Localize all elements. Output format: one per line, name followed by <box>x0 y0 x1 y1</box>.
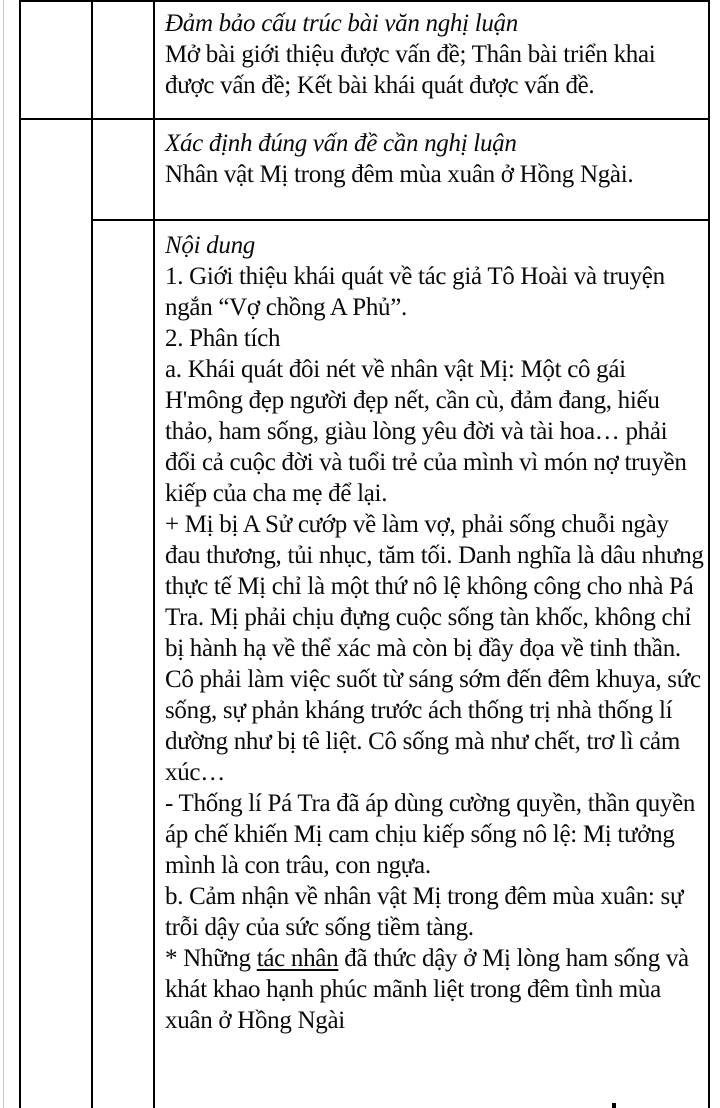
left-empty-cell <box>21 221 93 1108</box>
paragraph-prefix-text: * Những <box>165 945 257 972</box>
middle-empty-cell <box>93 120 155 221</box>
table-row-topic-criterion <box>21 120 708 221</box>
content-cell <box>155 2 708 120</box>
content-cell <box>155 120 708 221</box>
content-cell <box>155 221 708 1108</box>
underlined-phrase: tác nhân <box>256 945 339 972</box>
left-empty-cell <box>21 120 93 221</box>
table-row-content-criterion <box>21 221 708 1108</box>
content-paragraph-analysis-header: 2. Phân tích <box>165 325 281 352</box>
content-paragraph-overview-mi: a. Khái quát đôi nét về nhân vật Mị: Một cô gái H'mông đẹp người đẹp nết, cần cù, đảm đang, hiếu thảo, ham sống, giàu lòng yêu đời và tài hoa… phải đổi cả cuộc đời và tuổi trẻ của mình vì món nợ truyền kiếp của cha mẹ để lại. <box>165 356 687 507</box>
table-row-structure-criterion <box>21 2 708 120</box>
content-paragraph: Mở bài giới thiệu được vấn đề; Thân bài triển khai được vấn đề; Kết bài khái quát được vấn đề. <box>165 41 656 99</box>
criterion-heading: Xác định đúng vấn đề cần nghị luận <box>165 130 517 157</box>
criterion-heading: Đảm bảo cấu trúc bài văn nghị luận <box>165 10 518 37</box>
content-paragraph: Nhân vật Mị trong đêm mùa xuân ở Hồng Ngài. <box>165 161 634 188</box>
middle-empty-cell <box>93 221 155 1108</box>
paragraph-suffix-text: đã thức dậy ở Mị lòng ham sống và khát khao hạnh phúc mãnh liệt trong đêm tình mùa xuân ở Hồng Ngài <box>165 945 689 1034</box>
criterion-heading: Nội dung <box>165 232 255 259</box>
content-paragraph-awakening-factors <box>165 943 704 1036</box>
middle-empty-cell <box>93 2 155 120</box>
left-empty-cell <box>21 2 93 120</box>
content-paragraph-pa-tra-oppression: - Thống lí Pá Tra đã áp dùng cường quyền, thần quyền áp chế khiến Mị cam chịu kiếp sống nô lệ: Mị tưởng mình là con trâu, con ngựa. <box>165 790 696 879</box>
page-scan-edge-line <box>3 0 4 1108</box>
content-paragraph-intro-author: 1. Giới thiệu khái quát về tác giả Tô Hoài và truyện ngắn “Vợ chồng A Phủ”. <box>165 263 665 321</box>
next-line-cutoff-artifact <box>612 1103 616 1108</box>
content-paragraph-spring-night-feeling: b. Cảm nhận về nhân vật Mị trong đêm mùa xuân: sự trỗi dậy của sức sống tiềm tàng. <box>165 883 684 941</box>
rubric-table <box>19 0 710 1108</box>
content-paragraph-mi-slavery: + Mị bị A Sử cướp về làm vợ, phải sống chuỗi ngày đau thương, tủi nhục, tăm tối. Danh nghĩa là dâu nhưng thực tế Mị chỉ là một thứ nô lệ không công cho nhà Pá Tra. Mị phải chịu đựng cuộc sống tàn khốc, không chỉ bị hành hạ về thể xác mà còn bị đầy đọa về tinh thần. Cô phải làm việc suốt từ sáng sớm đến đêm khuya, sức sống, sự phản kháng trước ách thống trị nhà thống lí dường như bị tê liệt. Cô sống mà như chết, trơ lì cảm xúc… <box>165 511 704 786</box>
